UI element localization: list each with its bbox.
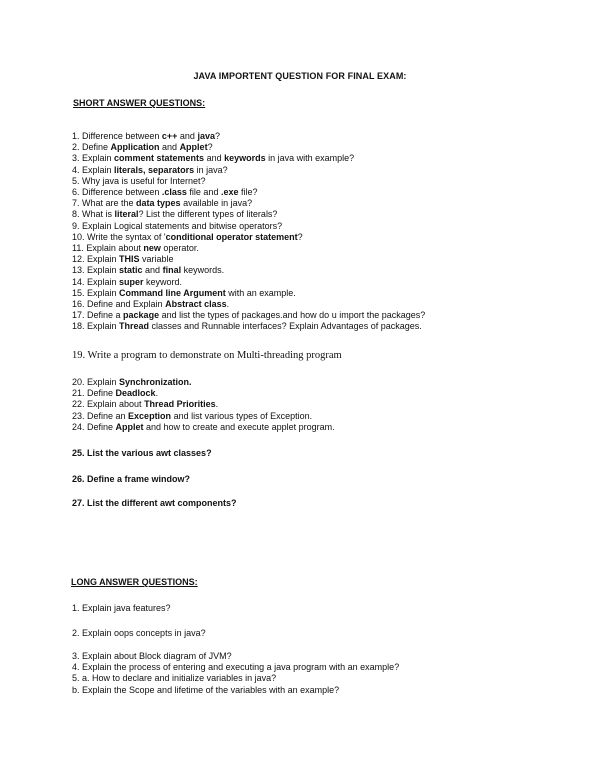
question-text: 2. Define — [72, 142, 111, 153]
short-question-15 — [72, 288, 296, 299]
question-text: 11. Explain about — [72, 243, 144, 253]
short-question-b-4 — [72, 411, 312, 422]
question-text: Thread Priorities — [144, 399, 216, 410]
short-question-13 — [72, 265, 224, 276]
question-text: Abstract class — [165, 299, 227, 309]
question-text: . — [155, 388, 159, 399]
short-question-12 — [72, 254, 174, 265]
question-text: 22. Explain about — [72, 399, 145, 410]
short-question-8 — [72, 209, 277, 220]
question-text: 6. Difference between — [72, 187, 162, 197]
question-text: 24. Define — [72, 421, 116, 432]
long-question-2: 2. Explain oops concepts in java? — [72, 628, 206, 638]
question-text: 8. What is — [72, 209, 115, 220]
question-text: variable — [139, 254, 174, 265]
question-text: 5. Why java is useful for Internet? — [72, 175, 206, 186]
short-question-b-5 — [72, 422, 335, 433]
question-text: new — [143, 243, 161, 253]
short-question-2 — [72, 142, 213, 153]
question-text: final — [162, 265, 182, 276]
question-text: 1. Difference between — [72, 131, 162, 141]
question-text: 14. Explain — [72, 276, 120, 287]
question-text: and — [204, 153, 225, 164]
short-question-1 — [72, 131, 220, 142]
question-text: . — [215, 399, 219, 410]
question-text: Applet — [179, 142, 208, 153]
long-question-1: 1. Explain java features? — [72, 603, 171, 613]
question-text: super — [119, 276, 144, 287]
question-text: .class — [161, 187, 187, 197]
question-text: c++ — [161, 131, 178, 141]
question-text: 21. Define — [72, 388, 116, 399]
question-text: 10. Write the syntax of ' — [72, 231, 166, 242]
question-text: 3. Explain — [72, 153, 115, 164]
question-25: 25. List the various awt classes? — [72, 448, 212, 458]
short-question-b-3 — [72, 399, 218, 410]
short-question-9 — [72, 221, 282, 232]
question-text: 13. Explain — [72, 265, 120, 276]
question-text: file and — [186, 187, 221, 197]
long-question-3: 3. Explain about Block diagram of JVM? — [72, 651, 232, 661]
question-text: 18. Explain — [72, 321, 120, 332]
short-question-b-2 — [72, 388, 158, 399]
question-text: 4. Explain — [72, 164, 115, 175]
question-text: Exception — [128, 410, 172, 421]
question-text: ? — [207, 142, 213, 153]
question-text: keyword. — [143, 276, 183, 287]
question-text: and — [159, 142, 180, 153]
question-text: Deadlock — [115, 388, 156, 399]
question-text: static — [119, 265, 143, 276]
question-text: and how to create and execute applet program. — [143, 421, 335, 432]
question-text: literals, separators — [114, 164, 195, 175]
short-question-b-1 — [72, 377, 192, 388]
question-text: ? — [297, 231, 303, 242]
question-text: and list various types of Exception. — [171, 410, 313, 421]
question-text: and — [177, 131, 198, 141]
short-question-5 — [72, 176, 206, 187]
question-text: package — [123, 310, 160, 321]
short-question-10 — [72, 232, 303, 243]
long-question-4: 4. Explain the process of entering and executing a java program with an example? — [72, 662, 400, 673]
short-question-3 — [72, 153, 354, 164]
question-text: 12. Explain — [72, 254, 120, 265]
short-question-16 — [72, 299, 229, 310]
question-text: classes and Runnable interfaces? Explain Advantages of packages. — [149, 321, 422, 332]
question-text: comment statements — [114, 153, 205, 164]
question-19: 19. Write a program to demonstrate on Multi-threading program — [72, 350, 342, 361]
short-answer-heading: SHORT ANSWER QUESTIONS: — [73, 98, 206, 108]
question-text: literal — [114, 209, 139, 220]
question-text: 9. Explain Logical statements and bitwise operators? — [72, 220, 283, 231]
question-text: available in java? — [180, 198, 253, 209]
question-text: with an example. — [225, 287, 296, 298]
question-text: and list the types of packages.and how do u import the packages? — [159, 310, 426, 321]
question-text: conditional operator statement — [165, 231, 298, 242]
question-text: ? List the different types of literals? — [138, 209, 278, 220]
short-question-4 — [72, 165, 228, 176]
question-text: and — [142, 265, 163, 276]
short-question-18 — [72, 321, 422, 332]
short-question-6 — [72, 187, 258, 198]
question-text: Synchronization. — [119, 377, 192, 387]
short-question-17 — [72, 310, 425, 321]
question-text: file? — [238, 187, 258, 197]
question-text: in java with example? — [265, 153, 355, 164]
question-text: data types — [136, 198, 181, 209]
long-question-5: 5. a. How to declare and initialize variables in java? — [72, 673, 277, 684]
question-text: Application — [110, 142, 160, 153]
question-text: ? — [214, 131, 220, 141]
question-text: 20. Explain — [72, 377, 120, 387]
question-text: operator. — [160, 243, 199, 253]
question-26: 26. Define a frame window? — [72, 474, 191, 484]
question-text: keywords. — [181, 265, 225, 276]
question-text: in java? — [194, 164, 228, 175]
question-text: java — [197, 131, 215, 141]
short-question-7 — [72, 198, 252, 209]
question-text: Applet — [115, 421, 144, 432]
question-text: Thread — [119, 321, 150, 332]
page-title: JAVA IMPORTENT QUESTION FOR FINAL EXAM: — [193, 71, 407, 81]
short-question-11 — [72, 243, 199, 254]
long-answer-heading: LONG ANSWER QUESTIONS: — [71, 577, 198, 587]
question-text: .exe — [220, 187, 239, 197]
question-text: 23. Define an — [72, 410, 129, 421]
question-text: 15. Explain — [72, 287, 120, 298]
question-text: keywords — [224, 153, 266, 164]
question-text: 7. What are the — [72, 198, 137, 209]
short-question-14 — [72, 277, 182, 288]
question-text: THIS — [119, 254, 140, 265]
question-27: 27. List the different awt components? — [72, 498, 237, 508]
long-question-6: b. Explain the Scope and lifetime of the variables with an example? — [72, 684, 340, 695]
question-text: 16. Define and Explain — [72, 299, 166, 309]
question-text: 17. Define a — [72, 310, 124, 321]
question-text: Command line Argument — [119, 287, 226, 298]
question-text: . — [226, 299, 230, 309]
